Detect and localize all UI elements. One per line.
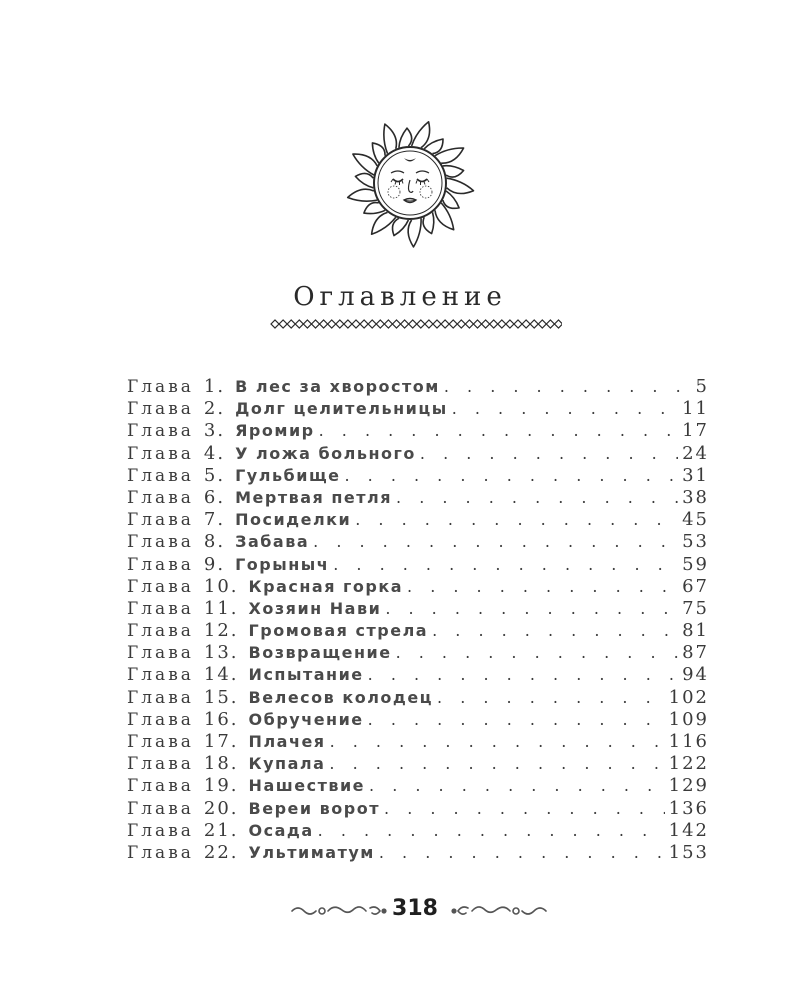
chapter-number: 8. <box>203 531 226 553</box>
chapter-page-number: 136 <box>668 797 709 819</box>
chapter-word: Глава <box>127 621 194 642</box>
page-title: Оглавление <box>293 282 507 312</box>
toc-entry <box>127 465 709 487</box>
chapter-page-number: 116 <box>668 731 709 752</box>
chapter-page-number: 109 <box>668 708 709 730</box>
toc-entry <box>127 798 709 820</box>
toc-entry <box>127 731 709 753</box>
chapter-number: 21. <box>203 819 239 841</box>
dot-leader <box>329 753 664 775</box>
chapter-word: Глава <box>127 487 194 508</box>
chapter-page-number: 102 <box>668 686 709 708</box>
toc-entry <box>127 509 709 531</box>
chapter-title: Вереи ворот <box>248 798 381 818</box>
chapter-title: Велесов колодец <box>248 687 434 707</box>
dot-leader <box>319 420 678 442</box>
dot-leader <box>420 443 678 465</box>
chapter-word: Глава <box>127 554 194 575</box>
chapter-word: Глава <box>127 776 194 797</box>
chapter-title: Испытание <box>248 665 364 685</box>
dot-leader <box>379 842 665 864</box>
chapter-word: Глава <box>127 598 194 619</box>
chapter-page-number: 67 <box>682 575 709 597</box>
chapter-title: Хозяин Нави <box>248 598 382 618</box>
chapter-number: 1. <box>203 376 226 397</box>
chapter-title: Плачея <box>248 732 326 751</box>
chapter-title: Купала <box>248 754 326 774</box>
chapter-title: Возвращение <box>248 643 392 663</box>
chapter-title: Гульбище <box>235 465 341 485</box>
chapter-word: Глава <box>127 732 194 752</box>
chapter-number: 6. <box>203 486 226 508</box>
chapter-page-number: 17 <box>682 420 709 442</box>
chapter-page-number: 153 <box>668 841 709 863</box>
chapter-page-number: 24 <box>682 442 709 464</box>
chapter-page-number: 59 <box>682 553 709 575</box>
chapter-number: 16. <box>203 708 239 730</box>
chapter-page-number: 75 <box>682 597 709 619</box>
flourish-right-icon <box>450 902 550 920</box>
dot-leader <box>444 376 692 398</box>
dot-leader <box>318 820 665 842</box>
chapter-page-number: 11 <box>682 398 709 420</box>
chapter-number: 10. <box>203 575 239 597</box>
chapter-word: Глава <box>127 532 194 553</box>
chapter-title: В лес за хворостом <box>235 377 440 396</box>
toc-entry <box>127 487 709 509</box>
chapter-number: 2. <box>203 398 226 420</box>
chapter-number: 3. <box>203 420 226 442</box>
toc-entry <box>127 753 709 775</box>
toc-entry <box>127 664 709 686</box>
chapter-word: Глава <box>127 754 194 775</box>
dot-leader <box>452 398 678 420</box>
dot-leader <box>330 731 665 753</box>
chapter-title: Долг целительницы <box>235 399 448 419</box>
chapter-page-number: 87 <box>682 642 709 664</box>
chapter-title: Посиделки <box>235 510 352 530</box>
chapter-title: Горыныч <box>235 554 330 574</box>
dot-leader <box>396 642 679 664</box>
chapter-word: Глава <box>127 443 194 464</box>
dot-leader <box>313 531 678 553</box>
chapter-page-number: 5 <box>695 376 709 397</box>
chapter-page-number: 31 <box>682 464 709 486</box>
toc-entry <box>127 576 709 598</box>
toc-entry <box>127 420 709 442</box>
chapter-word: Глава <box>127 687 194 708</box>
chapter-title: Яромир <box>235 421 315 441</box>
dot-leader <box>368 709 665 731</box>
chapter-word: Глава <box>127 798 194 819</box>
chapter-title: Ультиматум <box>248 842 375 862</box>
chapter-word: Глава <box>127 665 194 686</box>
chapter-title: У ложа больного <box>235 443 416 463</box>
toc-entry <box>127 620 709 642</box>
toc-entry <box>127 531 709 553</box>
diamond-border-icon <box>268 317 562 331</box>
chapter-title: Красная горка <box>248 576 404 596</box>
chapter-page-number: 45 <box>682 509 709 531</box>
chapter-word: Глава <box>127 576 194 597</box>
chapter-number: 20. <box>203 797 239 819</box>
chapter-word: Глава <box>127 377 194 397</box>
chapter-word: Глава <box>127 820 194 841</box>
chapter-number: 17. <box>203 731 239 752</box>
flourish-left-icon <box>288 902 388 920</box>
toc-entry <box>127 376 709 398</box>
dot-leader <box>432 620 678 642</box>
chapter-word: Глава <box>127 421 194 442</box>
toc-entry <box>127 443 709 465</box>
chapter-word: Глава <box>127 643 194 664</box>
chapter-title: Мертвая петля <box>235 487 393 507</box>
chapter-word: Глава <box>127 399 194 420</box>
chapter-number: 18. <box>203 753 239 775</box>
dot-leader <box>407 576 678 598</box>
chapter-number: 11. <box>203 597 239 619</box>
dot-leader <box>368 664 678 686</box>
dot-leader <box>385 598 678 620</box>
dot-leader <box>333 554 678 576</box>
toc-entry <box>127 820 709 842</box>
dot-leader <box>396 487 678 509</box>
dot-leader <box>355 509 678 531</box>
chapter-word: Глава <box>127 465 194 486</box>
chapter-number: 19. <box>203 775 239 797</box>
chapter-page-number: 94 <box>682 664 709 686</box>
chapter-title: Громовая стрела <box>248 621 429 641</box>
toc-entry <box>127 775 709 797</box>
chapter-number: 13. <box>203 642 239 664</box>
chapter-page-number: 129 <box>668 775 709 797</box>
chapter-page-number: 122 <box>668 753 709 775</box>
chapter-word: Глава <box>127 510 194 531</box>
chapter-number: 4. <box>203 442 226 464</box>
page-footer <box>0 896 800 926</box>
sun-face-icon <box>335 118 485 248</box>
toc-entry <box>127 554 709 576</box>
toc-entry <box>127 842 709 864</box>
page-number: 318 <box>392 896 438 921</box>
table-of-contents <box>127 376 709 864</box>
chapter-title: Обручение <box>248 709 364 729</box>
dot-leader <box>437 687 665 709</box>
dot-leader <box>344 465 678 487</box>
dot-leader <box>369 775 665 797</box>
chapter-page-number: 38 <box>682 486 709 508</box>
chapter-page-number: 81 <box>682 620 709 642</box>
dot-leader <box>384 798 665 820</box>
chapter-number: 15. <box>203 686 239 708</box>
toc-entry <box>127 598 709 620</box>
toc-entry <box>127 398 709 420</box>
chapter-number: 9. <box>203 553 226 575</box>
chapter-number: 5. <box>203 464 226 486</box>
chapter-number: 14. <box>203 664 239 686</box>
chapter-title: Забава <box>235 532 310 552</box>
toc-entry <box>127 709 709 731</box>
chapter-number: 7. <box>203 509 226 531</box>
chapter-word: Глава <box>127 842 194 863</box>
chapter-title: Осада <box>248 820 314 840</box>
toc-entry <box>127 687 709 709</box>
chapter-page-number: 142 <box>668 819 709 841</box>
toc-entry <box>127 642 709 664</box>
chapter-word: Глава <box>127 709 194 730</box>
chapter-number: 22. <box>203 841 239 863</box>
chapter-title: Нашествие <box>248 776 366 796</box>
chapter-number: 12. <box>203 620 239 642</box>
chapter-page-number: 53 <box>682 531 709 553</box>
